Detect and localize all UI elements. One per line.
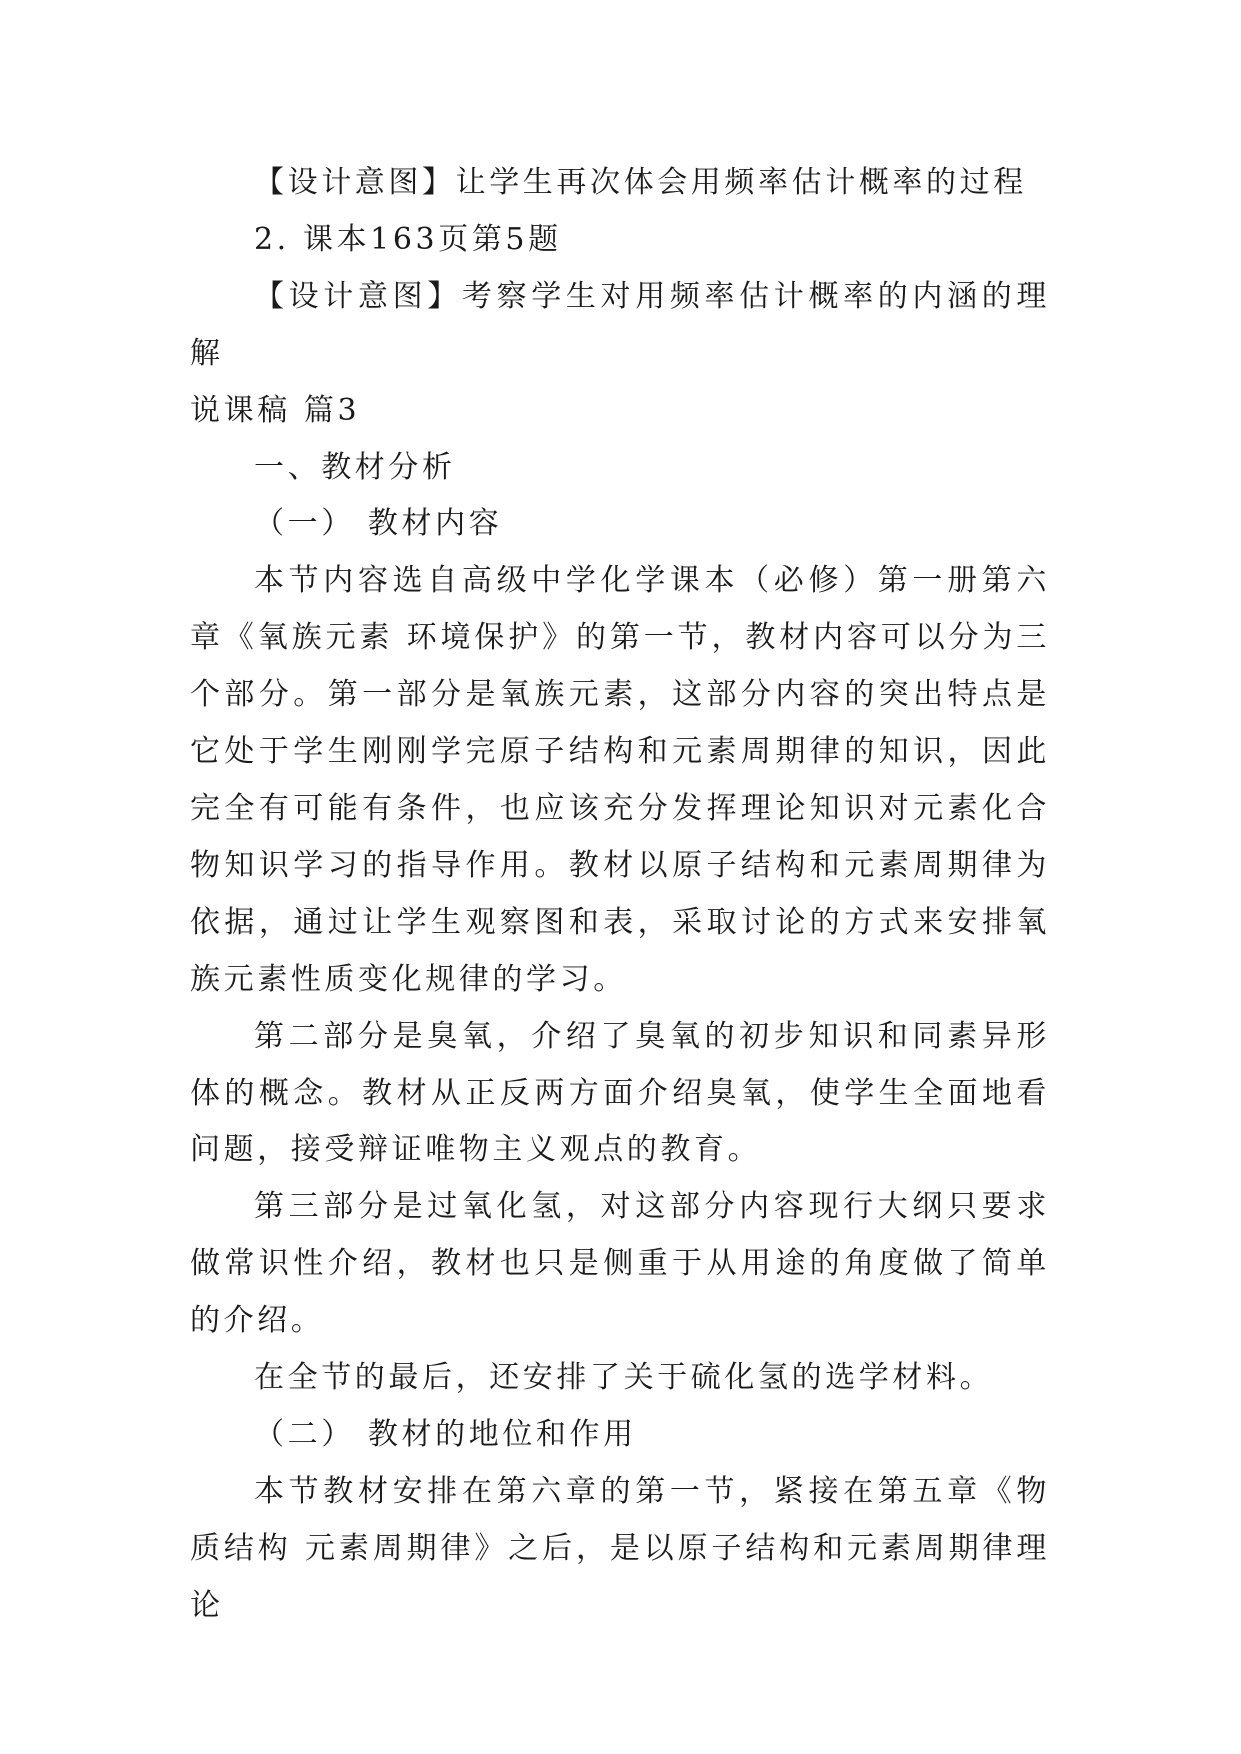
heading-textbook-analysis: 一、教材分析 xyxy=(254,449,456,485)
section-title: 说课稿 篇3 xyxy=(190,392,361,428)
design-intent-paragraph-1: 【设计意图】让学生再次体会用频率估计概率的过程 xyxy=(254,165,1027,200)
exercise-reference: 2. 课本163页第5题 xyxy=(254,221,562,257)
body-paragraph-content-overview: 本节内容选自高级中学化学课本（必修）第一册第六章《氧族元素 环境保护》的第一节，教材内容可以分为三个部分。第一部分是氧族元素，这部分内容的突出特点是它处于学生刚刚学完原子结构和元素周期律的知识，因此完全有可能有条件，也应该充分发挥理论知识对元素化合物知识学习的指导作用。教材以原子结构和元素周期律为依据，通过让学生观察图和表，采取讨论的方式来安排氧族元素性质变化规律的学习。 xyxy=(190,563,1050,997)
body-paragraph-hydrogen-peroxide: 第三部分是过氧化氢，对这部分内容现行大纲只要求做常识性介绍，教材也只是侧重于从用途的角度做了简单的介绍。 xyxy=(190,1189,1050,1339)
body-paragraph-hydrogen-sulfide: 在全节的最后，还安排了关于硫化氢的选学材料。 xyxy=(254,1360,994,1396)
document-body xyxy=(190,155,1050,1635)
body-paragraph-ozone: 第二部分是臭氧，介绍了臭氧的初步知识和同素异形体的概念。教材从正反两方面介绍臭氧，使学生全面地看问题，接受辩证唯物主义观点的教育。 xyxy=(190,1018,1050,1168)
subheading-status-and-role: （二） 教材的地位和作用 xyxy=(254,1416,637,1452)
body-paragraph-status: 本节教材安排在第六章的第一节，紧接在第五章《物质结构 元素周期律》之后，是以原子结构和元素周期律理论 xyxy=(190,1473,1050,1623)
design-intent-paragraph-2: 【设计意图】考察学生对用频率估计概率的内涵的理解 xyxy=(190,278,1050,371)
subheading-textbook-content: （一） 教材内容 xyxy=(254,506,503,542)
